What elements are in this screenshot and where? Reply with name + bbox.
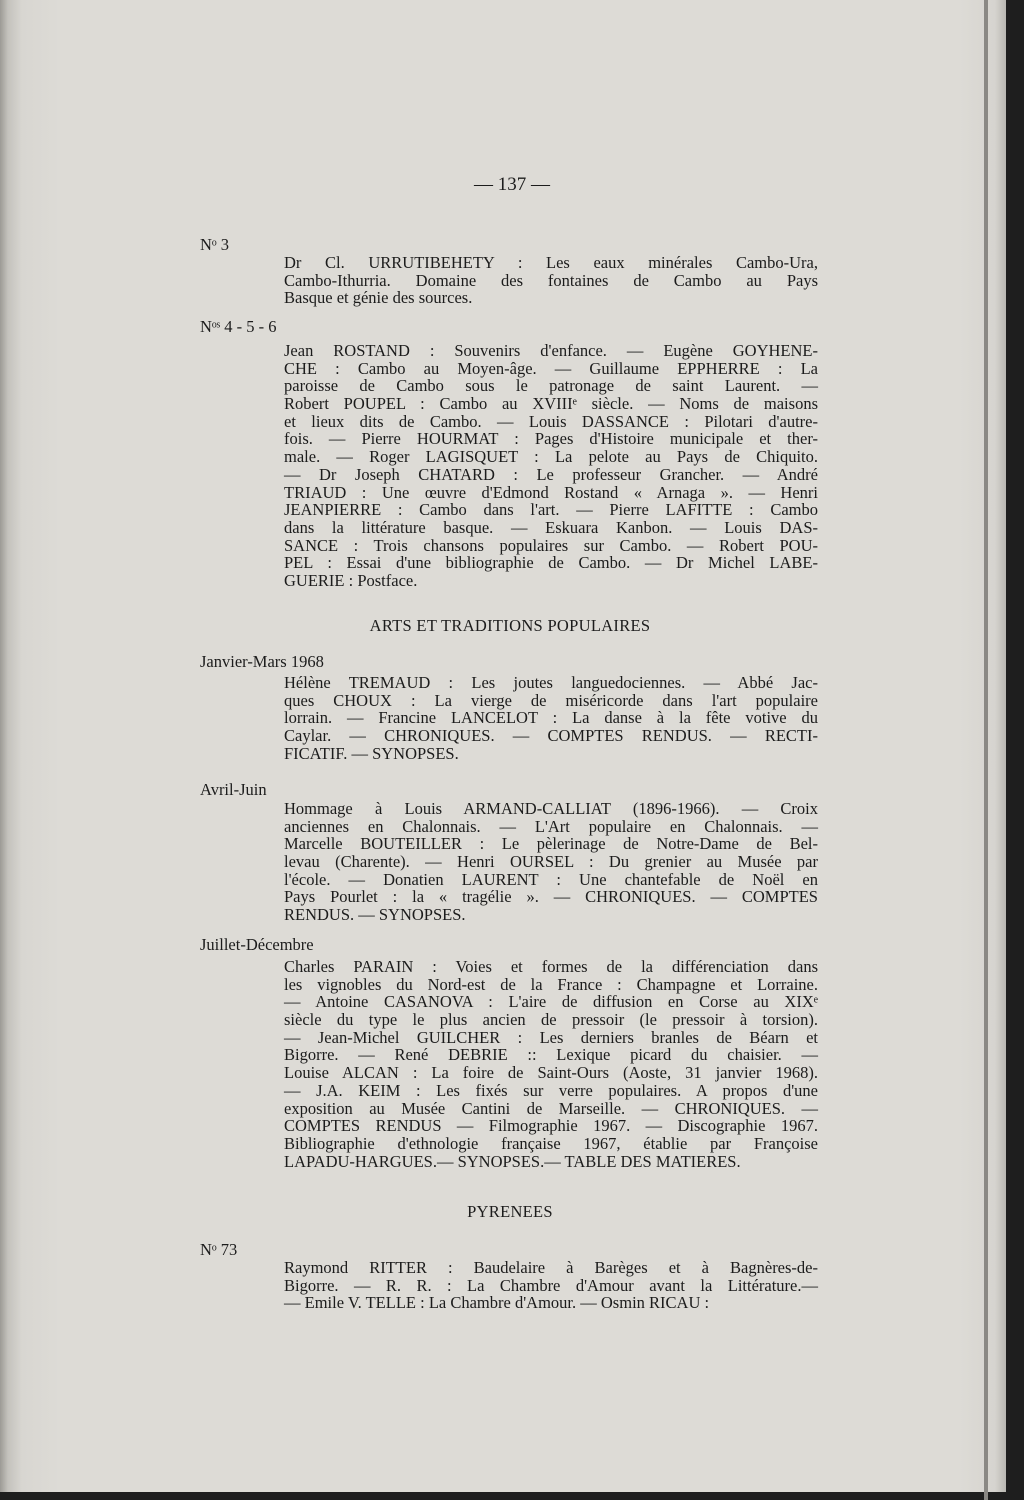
text-line: RENDUS. — SYNOPSES. [284,905,466,925]
text-line: Hommage à Louis ARMAND-CALLIAT (1896-1966). — Croix [284,799,818,818]
text-line: Bigorre. — R. R. : La Chambre d'Amour avant la Littérature.— [284,1275,818,1295]
text-line: Caylar. — CHRONIQUES. — COMPTES RENDUS. — RECTI- [284,726,818,746]
contents-paragraph [284,800,818,924]
text-line: Basque et génie des sources. [284,288,473,308]
text-line: et lieux dits de Cambo. — Louis DASSANCE : Pilotari d'autre- [284,411,818,431]
text-line: levau (Charente). — Henri OURSEL : Du grenier au Musée par [284,852,818,872]
text-line: ques CHOUX : La vierge de miséricorde dans l'art populaire [284,690,818,710]
text-line: Dr Cl. URRUTIBEHETY : Les eaux minérales Cambo-Ura, [284,253,818,272]
text-line: fois. — Pierre HOURMAT : Pages d'Histoire municipale et ther- [284,429,818,449]
text-line: exposition au Musée Cantini de Marseille. — CHRONIQUES. — [284,1098,818,1118]
text-line: Louise ALCAN : La foire de Saint-Ours (Aoste, 31 janvier 1968). [284,1063,818,1083]
text-line: — Dr Joseph CHATARD : Le professeur Grancher. — André [284,464,818,484]
text-line: — J.A. KEIM : Les fixés sur verre populaires. A propos d'une [284,1080,818,1100]
issue-label: Juillet-Décembre [200,935,314,954]
text-line: les vignobles du Nord-est de la France : Champagne et Lorraine. [284,974,818,994]
text-line: JEANPIERRE : Cambo dans l'art. — Pierre LAFITTE : Cambo [284,500,818,520]
text-line: TRIAUD : Une œuvre d'Edmond Rostand « Arnaga ». — Henri [284,482,818,502]
issue-label: Avril-Juin [200,780,267,799]
text-line: SANCE : Trois chansons populaires sur Cambo. — Robert POU- [284,535,818,555]
section-heading: PYRENEES [467,1202,553,1221]
page-edge [984,0,988,1500]
text-line: Pays Pourlet : la « tragélie ». — CHRONIQUES. — COMPTES [284,887,818,907]
issue-label: Nᵒˢ 4 - 5 - 6 [200,317,277,336]
text-line: PEL : Essai d'une bibliographie de Cambo. — Dr Michel LABE- [284,553,818,573]
issue-label: Nᵒ 73 [200,1240,238,1259]
issue-label: Janvier-Mars 1968 [200,652,324,671]
text-line: male. — Roger LAGISQUET : La pelote au Pays de Chiquito. [284,447,818,467]
text-line: Raymond RITTER : Baudelaire à Barèges et à Bagnères-de- [284,1258,818,1277]
text-line: — Emile V. TELLE : La Chambre d'Amour. — Osmin RICAU : [284,1293,710,1313]
contents-paragraph [284,342,818,590]
text-line: siècle du type le plus ancien de pressoir (le pressoir à torsion). [284,1010,818,1030]
contents-paragraph [284,254,818,307]
text-line: Marcelle BOUTEILLER : Le pèlerinage de Notre-Dame de Bel- [284,834,818,854]
contents-paragraph [284,674,818,762]
text-line: — Jean-Michel GUILCHER : Les derniers branles de Béarn et [284,1027,818,1047]
text-line: Cambo-Ithurria. Domaine des fontaines de Cambo au Pays [284,270,818,290]
text-line: FICATIF. — SYNOPSES. [284,743,459,763]
text-line: GUERIE : Postface. [284,570,418,590]
text-line: Robert POUPEL : Cambo au XVIIIᵉ siècle. — Noms de maisons [284,394,818,414]
text-line: Bibliographie d'ethnologie française 1967, établie par Françoise [284,1133,818,1153]
text-line: Hélène TREMAUD : Les joutes languedociennes. — Abbé Jac- [284,673,818,692]
text-line: — Antoine CASANOVA : L'aire de diffusion en Corse au XIXᵉ [284,992,818,1012]
text-line: l'école. — Donatien LAURENT : Une chantefable de Noël en [284,869,818,889]
text-line: lorrain. — Francine LANCELOT : La danse à la fête votive du [284,708,818,728]
text-line: anciennes en Chalonnais. — L'Art populaire en Chalonnais. — [284,816,818,836]
page-number: — 137 — [474,174,550,195]
text-line: paroisse de Cambo sous le patronage de saint Laurent. — [284,376,818,396]
text-line: CHE : Cambo au Moyen-âge. — Guillaume EPPHERRE : La [284,358,818,378]
section-heading: ARTS ET TRADITIONS POPULAIRES [369,616,651,635]
text-line: LAPADU-HARGUES.— SYNOPSES.— TABLE DES MATIERES. [284,1151,741,1171]
issue-label: Nᵒ 3 [200,235,230,254]
text-line: Jean ROSTAND : Souvenirs d'enfance. — Eugène GOYHENE- [284,341,818,360]
text-line: COMPTES RENDUS — Filmographie 1967. — Discographie 1967. [284,1116,818,1136]
text-line: dans la littérature basque. — Eskuara Kanbon. — Louis DAS- [284,517,818,537]
text-line: Bigorre. — René DEBRIE :: Lexique picard du chaisier. — [284,1045,818,1065]
contents-paragraph [284,958,818,1170]
text-line: Charles PARAIN : Voies et formes de la différenciation dans [284,957,818,976]
contents-paragraph [284,1259,818,1312]
